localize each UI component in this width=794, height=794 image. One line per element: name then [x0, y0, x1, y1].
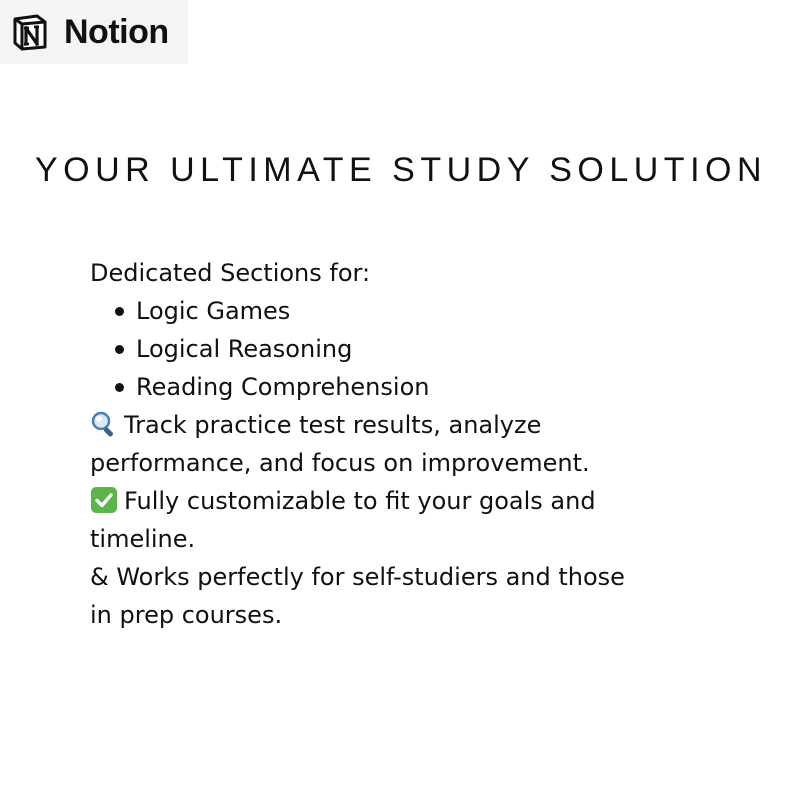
- feature-works-line-1: & Works perfectly for self-studiers and those: [90, 563, 625, 591]
- sections-list: [90, 292, 730, 406]
- magnifying-glass-icon: [90, 410, 118, 438]
- sections-intro: Dedicated Sections for:: [90, 259, 371, 287]
- page-headline: YOUR ULTIMATE STUDY SOLUTION: [34, 151, 768, 189]
- feature-track-line-1: [90, 406, 730, 444]
- feature-custom-text: Fully customizable to fit your goals and: [124, 487, 596, 515]
- feature-works-line-2: in prep courses.: [90, 601, 283, 629]
- feature-custom-line-2: timeline.: [90, 525, 196, 553]
- feature-custom-line-1: [90, 482, 730, 520]
- check-mark-icon: [90, 486, 118, 514]
- list-item: Logical Reasoning: [90, 330, 730, 368]
- list-item: Reading Comprehension: [90, 368, 730, 406]
- feature-content: [90, 254, 730, 634]
- feature-track-line-2: performance, and focus on improvement.: [90, 449, 590, 477]
- brand-name: Notion: [64, 12, 169, 51]
- feature-track-text: Track practice test results, analyze: [124, 411, 542, 439]
- brand-badge: [0, 0, 188, 64]
- list-item: Logic Games: [90, 292, 730, 330]
- notion-logo-icon: [10, 12, 50, 52]
